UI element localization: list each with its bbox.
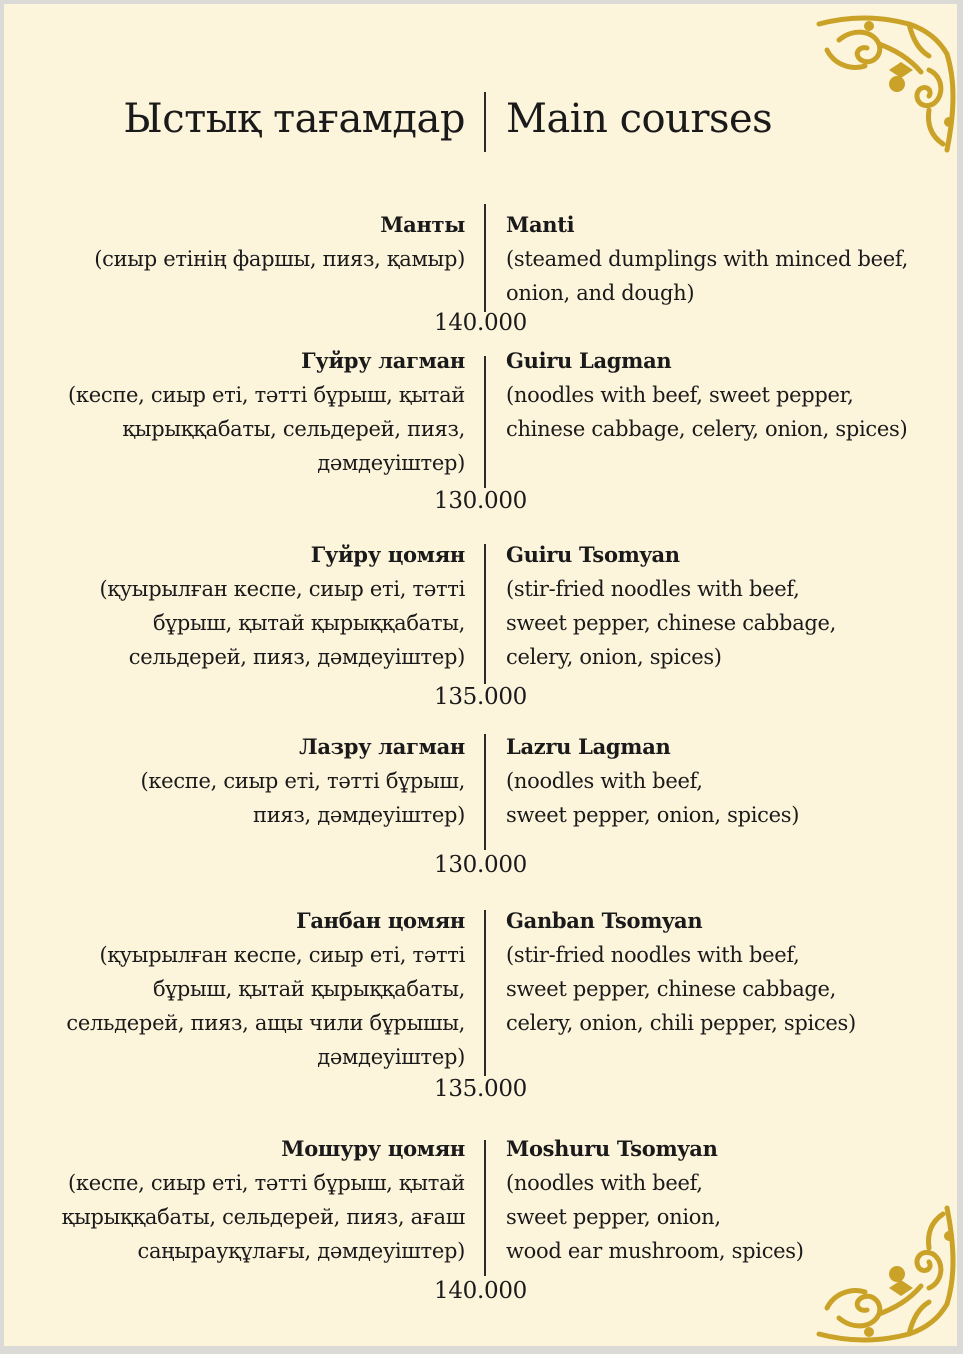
item-kz-block — [140, 730, 465, 832]
item-desc-kz-line: (кеспе, сиыр еті, тәтті бұрыш, қытай — [68, 1171, 465, 1195]
item-name-en: Guiru Tsomyan — [506, 542, 680, 567]
item-desc-kz-line: (кеспе, сиыр еті, тәтті бұрыш, — [140, 769, 465, 793]
item-desc-kz-line: саңырауқұлағы, дәмдеуіштер) — [137, 1239, 465, 1263]
item-desc-en-line: sweet pepper, onion, spices) — [506, 803, 800, 827]
item-divider — [484, 356, 486, 488]
item-name-kz: Лазру лагман — [299, 734, 465, 759]
item-kz-block — [94, 208, 465, 276]
item-en-block — [506, 904, 856, 1040]
item-price: 135.000 — [433, 1076, 527, 1102]
item-name-en: Lazru Lagman — [506, 734, 671, 759]
item-desc-kz-line: дәмдеуіштер) — [317, 451, 465, 475]
item-name-en: Guiru Lagman — [506, 348, 672, 373]
item-name-kz: Гуйру цомян — [310, 542, 465, 567]
item-desc-kz-line: (сиыр етінің фаршы, пияз, қамыр) — [94, 247, 465, 271]
item-en-block — [506, 730, 799, 832]
item-desc-kz-line: пияз, дәмдеуіштер) — [253, 803, 465, 827]
item-divider — [484, 1140, 486, 1276]
menu-page — [4, 4, 957, 1346]
item-desc-kz-line: бұрыш, қытай қырыққабаты, — [152, 977, 465, 1001]
section-title-kz: Ыстық тағамдар — [123, 96, 465, 142]
item-desc-en-line: (noodles with beef, — [506, 1171, 703, 1195]
gold-corner-ornament-icon — [809, 1198, 957, 1346]
item-desc-kz-line: қырыққабаты, сельдерей, пияз, — [122, 417, 465, 441]
item-desc-en-line: onion, and dough) — [506, 281, 695, 305]
item-desc-en-line: (stir-fried noodles with beef, — [506, 577, 800, 601]
item-desc-kz-line: қырыққабаты, сельдерей, пияз, ағаш — [61, 1205, 465, 1229]
item-desc-en-line: celery, onion, chili pepper, spices) — [506, 1011, 856, 1035]
item-kz-block — [62, 1132, 465, 1268]
header-divider — [484, 92, 486, 152]
item-kz-block — [68, 344, 465, 480]
item-name-kz: Гуйру лагман — [301, 348, 465, 373]
item-name-en: Moshuru Tsomyan — [506, 1136, 718, 1161]
item-divider — [484, 544, 486, 684]
menu-header — [4, 90, 957, 154]
item-price: 130.000 — [433, 488, 527, 514]
item-desc-kz-line: (қуырылған кеспе, сиыр еті, тәтті — [99, 577, 465, 601]
item-desc-kz-line: (қуырылған кеспе, сиыр еті, тәтті — [99, 943, 465, 967]
item-en-block — [506, 208, 908, 310]
item-desc-en-line: (steamed dumplings with minced beef, — [506, 247, 908, 271]
item-desc-en-line: wood ear mushroom, spices) — [506, 1239, 804, 1263]
section-title-en: Main courses — [506, 96, 773, 142]
item-desc-en-line: sweet pepper, onion, — [506, 1205, 721, 1229]
item-name-kz: Мошуру цомян — [281, 1136, 465, 1161]
item-desc-kz-line: дәмдеуіштер) — [317, 1045, 465, 1069]
item-name-en: Ganban Tsomyan — [506, 908, 703, 933]
item-divider — [484, 734, 486, 850]
item-desc-kz-line: бұрыш, қытай қырыққабаты, — [152, 611, 465, 635]
item-desc-en-line: celery, onion, spices) — [506, 645, 722, 669]
item-divider — [484, 204, 486, 312]
item-desc-kz-line: сельдерей, пияз, дәмдеуіштер) — [128, 645, 465, 669]
item-desc-en-line: chinese cabbage, celery, onion, spices) — [506, 417, 908, 441]
item-desc-kz-line: сельдерей, пияз, ащы чили бұрышы, — [66, 1011, 465, 1035]
item-price: 140.000 — [433, 1278, 527, 1304]
item-divider — [484, 910, 486, 1076]
item-desc-en-line: (noodles with beef, sweet pepper, — [506, 383, 854, 407]
item-kz-block — [66, 904, 465, 1074]
item-name-kz: Манты — [380, 212, 465, 237]
item-en-block — [506, 1132, 804, 1268]
item-en-block — [506, 344, 907, 446]
item-desc-kz-line: (кеспе, сиыр еті, тәтті бұрыш, қытай — [68, 383, 465, 407]
item-price: 130.000 — [433, 852, 527, 878]
item-name-kz: Ганбан цомян — [296, 908, 465, 933]
item-desc-en-line: (noodles with beef, — [506, 769, 703, 793]
item-desc-en-line: sweet pepper, chinese cabbage, — [506, 611, 837, 635]
item-price: 140.000 — [433, 310, 527, 336]
item-name-en: Manti — [506, 212, 575, 237]
item-desc-en-line: (stir-fried noodles with beef, — [506, 943, 800, 967]
item-kz-block — [99, 538, 465, 674]
item-price: 135.000 — [433, 684, 527, 710]
item-en-block — [506, 538, 836, 674]
item-desc-en-line: sweet pepper, chinese cabbage, — [506, 977, 837, 1001]
